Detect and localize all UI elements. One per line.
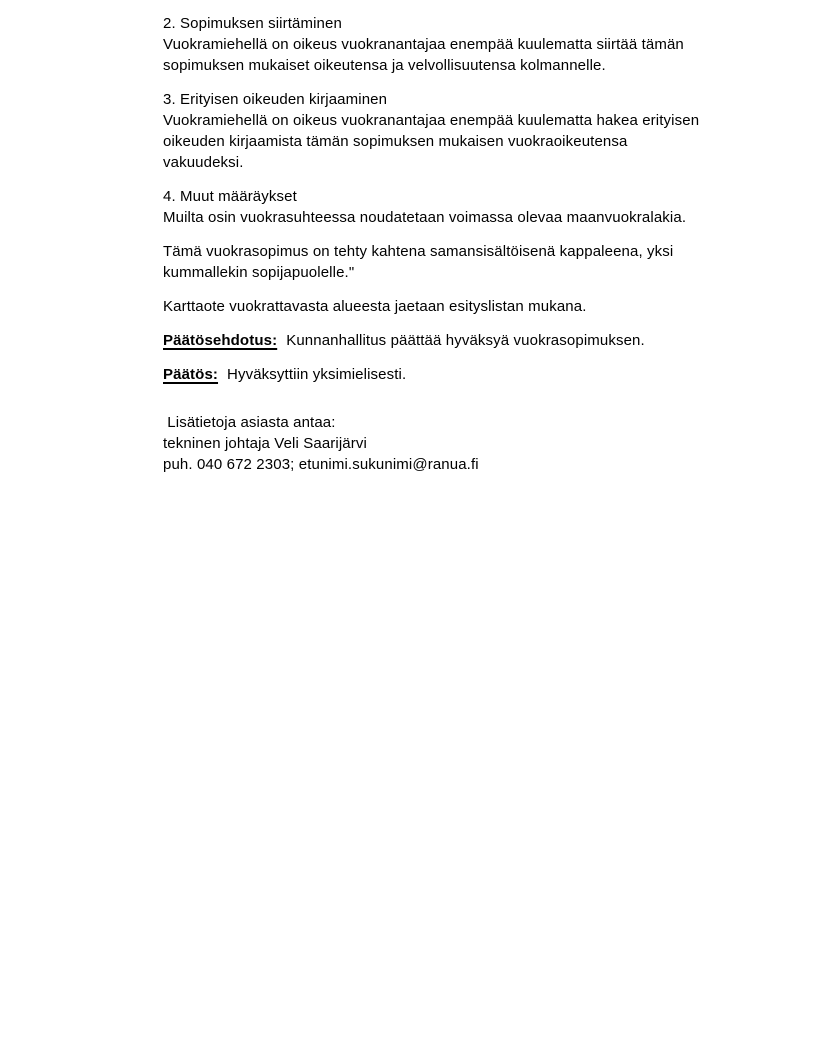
decision — [163, 364, 748, 385]
decision-proposal-text: Kunnanhallitus päättää hyväksyä vuokrasopimuksen. — [286, 332, 645, 349]
contact-info — [163, 412, 748, 475]
text-line: Muilta osin vuokrasuhteessa noudatetaan voimassa olevaa maanvuokralakia. — [163, 209, 687, 226]
closing-clause — [163, 241, 748, 283]
decision-label: Päätös: — [163, 366, 219, 383]
section-2-sopimuksen-siirtaminen — [163, 13, 748, 76]
decision-proposal-label: Päätösehdotus: — [163, 332, 278, 349]
text-line: Vuokramiehellä on oikeus vuokranantajaa enempää kuulematta hakea erityisen — [163, 112, 700, 129]
document-body — [163, 13, 748, 488]
text-line: 3. Erityisen oikeuden kirjaaminen — [163, 91, 388, 108]
text-line: Vuokramiehellä on oikeus vuokranantajaa enempää kuulematta siirtää tämän — [163, 36, 684, 53]
text-line: tekninen johtaja Veli Saarijärvi — [163, 435, 367, 452]
section-3-erityisen-oikeuden-kirjaaminen — [163, 89, 748, 173]
text-line: 2. Sopimuksen siirtäminen — [163, 15, 342, 32]
text-line: vakuudeksi. — [163, 154, 244, 171]
text-line: puh. 040 672 2303; etunimi.sukunimi@ranua.fi — [163, 456, 479, 473]
text-line: Tämä vuokrasopimus on tehty kahtena samansisältöisenä kappaleena, yksi — [163, 243, 674, 260]
text-line: sopimuksen mukaiset oikeutensa ja velvollisuutensa kolmannelle. — [163, 57, 606, 74]
decision-proposal — [163, 330, 748, 351]
text-line: kummallekin sopijapuolelle." — [163, 264, 355, 281]
text-line: Karttaote vuokrattavasta alueesta jaetaan esityslistan mukana. — [163, 298, 587, 315]
text-line: oikeuden kirjaamista tämän sopimuksen mukaisen vuokraoikeutensa — [163, 133, 628, 150]
map-attachment-note — [163, 296, 748, 317]
text-line: Lisätietoja asiasta antaa: — [163, 414, 336, 431]
text-line: 4. Muut määräykset — [163, 188, 297, 205]
section-4-muut-maaraykset — [163, 186, 748, 228]
decision-text: Hyväksyttiin yksimielisesti. — [227, 366, 407, 383]
